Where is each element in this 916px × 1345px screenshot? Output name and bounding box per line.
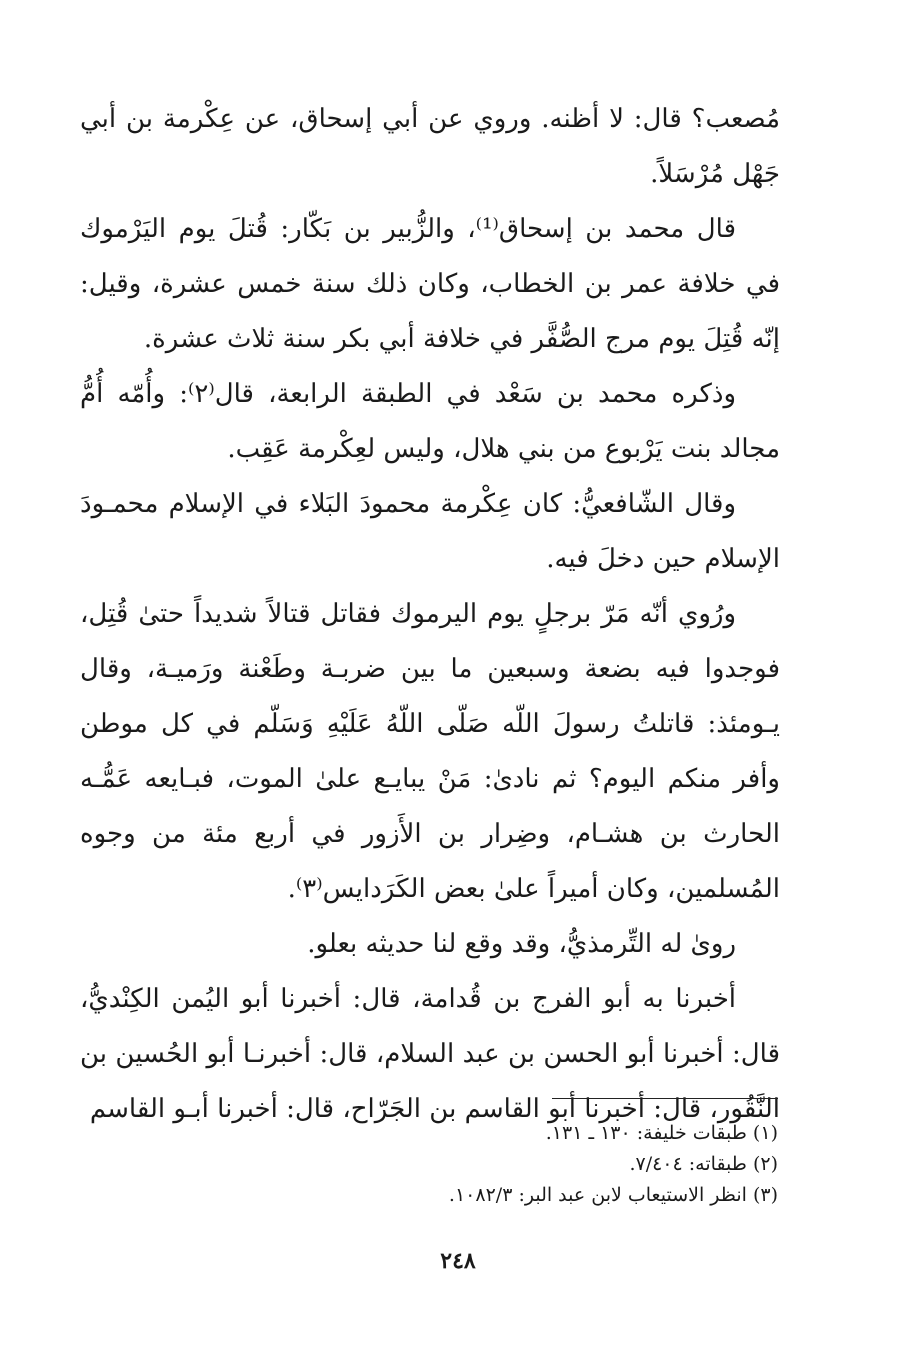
paragraph-5: ورُوي أنّه مَرّ برجلٍ يوم اليرموك فقاتل قتالاً شديداً حتىٰ قُتِل، فوجدوا فيه بضعة وسبعين ما بين ضربـة وطَعْنة ورَميـة، وقال يـومئذ: قاتلتُ رسولَ اللّه صَلّى اللّهُ عَلَيْهِ وَسَلّم في كل موطن وأفر منكم اليوم؟ ثم نادىٰ: مَنْ يبايـع علىٰ الموت، فبـايعه عَمُّـه الحارث بن هشـام، وضِرار بن الأَزور في أربع مئة من وجوه المُسلمين، وكان أميراً علىٰ بعض الكَرَدايس⁽٣⁾.: [80, 599, 780, 904]
paragraph-3: وذكره محمد بن سَعْد في الطبقة الرابعة، قال⁽٢⁾: وأُمّه أُمُّ مجالد بنت يَرْبوع من بني هلال، وليس لعِكْرمة عَقِب.: [80, 379, 780, 464]
paragraph-4: وقال الشّافعيُّ: كان عِكْرمة محمودَ البَلاء في الإسلام محمـودَ الإسلام حين دخلَ فيه.: [80, 489, 780, 574]
paragraph-1: مُصعب؟ قال: لا أظنه. وروي عن أبي إسحاق، عن عِكْرمة بن أبي جَهْل مُرْسَلاً.: [80, 104, 780, 189]
page-number: ٢٤٨: [440, 1248, 476, 1274]
paragraph-7: أخبرنا به أبو الفرج بن قُدامة، قال: أخبرنا أبو اليُمن الكِنْديُّ، قال: أخبرنا أبو الحسن بن عبد السلام، قال: أخبرنـا أبو الحُسين بن النَّقُور، قال: أخبرنا أبو القاسم بن الجَرّاح، قال: أخبرنا أبـو القاسم: [80, 984, 780, 1124]
footnote-2: (٢) طبقاته: ٧/٤٠٤.: [629, 1153, 778, 1175]
footnote-divider: [552, 1098, 778, 1099]
footnotes: [138, 1118, 778, 1211]
main-text: [80, 92, 780, 1137]
footnote-3: (٣) انظر الاستيعاب لابن عبد البر: ١٠٨٢/٣.: [448, 1184, 778, 1206]
footnote-1: (١) طبقات خليفة: ١٣٠ ـ ١٣١.: [545, 1122, 778, 1144]
paragraph-2: قال محمد بن إسحاق⁽¹⁾، والزُّبير بن بَكّار: قُتلَ يوم اليَرْموك في خلافة عمر بن الخطاب، وكان ذلك سنة خمس عشرة، وقيل: إنّه قُتِلَ يوم مرج الصُّفَّر في خلافة أبي بكر سنة ثلاث عشرة.: [80, 214, 780, 354]
paragraph-6: روىٰ له التِّرمذيُّ، وقد وقع لنا حديثه بعلو.: [307, 929, 736, 959]
